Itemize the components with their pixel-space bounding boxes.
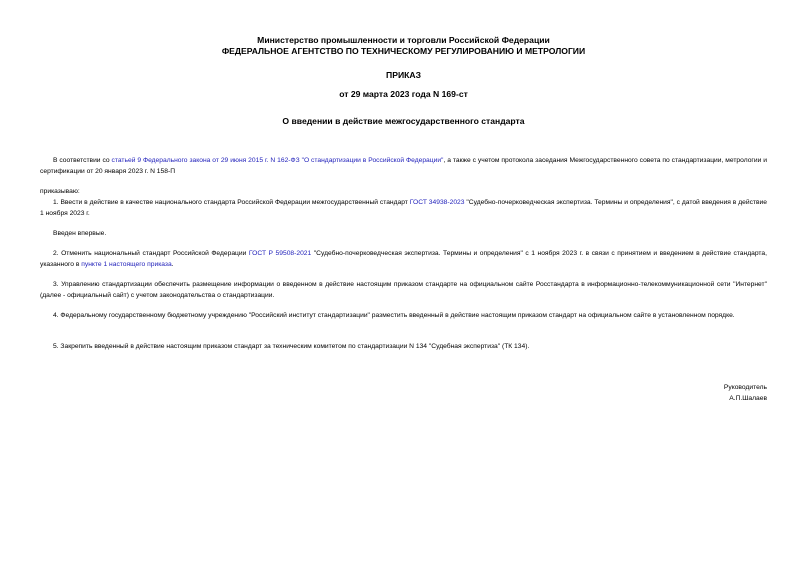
signatory-name: А.П.Шалаев <box>729 395 767 402</box>
date-number: от 29 марта 2023 года N 169-ст <box>339 89 468 99</box>
order-word: приказываю: <box>40 188 80 195</box>
item-4-paragraph: 4. Федеральному государственному бюджетному учреждению "Российский институт стандартизации" разместить введенный в действие настоящим приказом стандарт на официальном сайте в установленном порядке. <box>53 312 735 319</box>
order-item-1-link[interactable]: пункте 1 настоящего приказа <box>81 261 172 268</box>
item-2-text-middle: "Судебно-почерковедческая экспертиза. Термины и определения" с 1 ноября 2023 г. в связи с принятием и введением в действие стандарта, указанного в <box>40 250 767 268</box>
item-5-paragraph: 5. Закрепить введенный в действие настоящим приказом стандарт за техническим комитетом по стандартизации N 134 "Судебная экспертиза" (ТК 134). <box>53 343 530 350</box>
federal-law-link[interactable]: статьей 9 Федерального закона от 29 июня 2015 г. N 162-ФЗ "О стандартизации в Российской Федерации" <box>111 157 444 164</box>
gost-34938-link[interactable]: ГОСТ 34938-2023 <box>409 199 465 206</box>
ministry-title: Министерство промышленности и торговли Российской Федерации <box>257 35 550 45</box>
item-1-paragraph <box>40 197 767 219</box>
first-time-note: Введен впервые. <box>53 230 107 237</box>
agency-title: ФЕДЕРАЛЬНОЕ АГЕНТСТВО ПО ТЕХНИЧЕСКОМУ РЕГУЛИРОВАНИЮ И МЕТРОЛОГИИ <box>221 46 586 56</box>
item-1-text-end: "Судебно-почерковедческая экспертиза. Термины и определения", с датой введения в действие 1 ноября 2023 г. <box>40 199 768 217</box>
preamble-text-end: , а также с учетом протокола заседания Межгосударственного совета по стандартизации, метрологии и сертификации от 20 января 2023 г. N 158-П <box>40 157 767 175</box>
item-1-text-start: 1. Ввести в действие в качестве национального стандарта Российской Федерации межгосударственный стандарт <box>53 199 410 206</box>
gost-r-59508-link[interactable]: ГОСТ Р 59508-2021 <box>248 250 312 257</box>
item-3-paragraph: 3. Управлению стандартизации обеспечить размещение информации о введенном в действие настоящим приказом стандарте на официальном сайте Росстандарта в информационно-телекоммуникационной сети "Интернет" (далее - официальный сайт) с учетом законодательства о стандартизации. <box>40 281 767 299</box>
document-type: ПРИКАЗ <box>386 70 421 80</box>
item-2-paragraph <box>40 248 767 270</box>
preamble-paragraph <box>40 155 767 177</box>
preamble-text-start: В соответствии со <box>53 157 112 164</box>
item-2-text-end: . <box>171 261 174 268</box>
document-subject: О введении в действие межгосударственного стандарта <box>282 116 525 126</box>
item-2-text-start: 2. Отменить национальный стандарт Российской Федерации <box>53 250 249 257</box>
signatory-title: Руководитель <box>723 384 767 391</box>
